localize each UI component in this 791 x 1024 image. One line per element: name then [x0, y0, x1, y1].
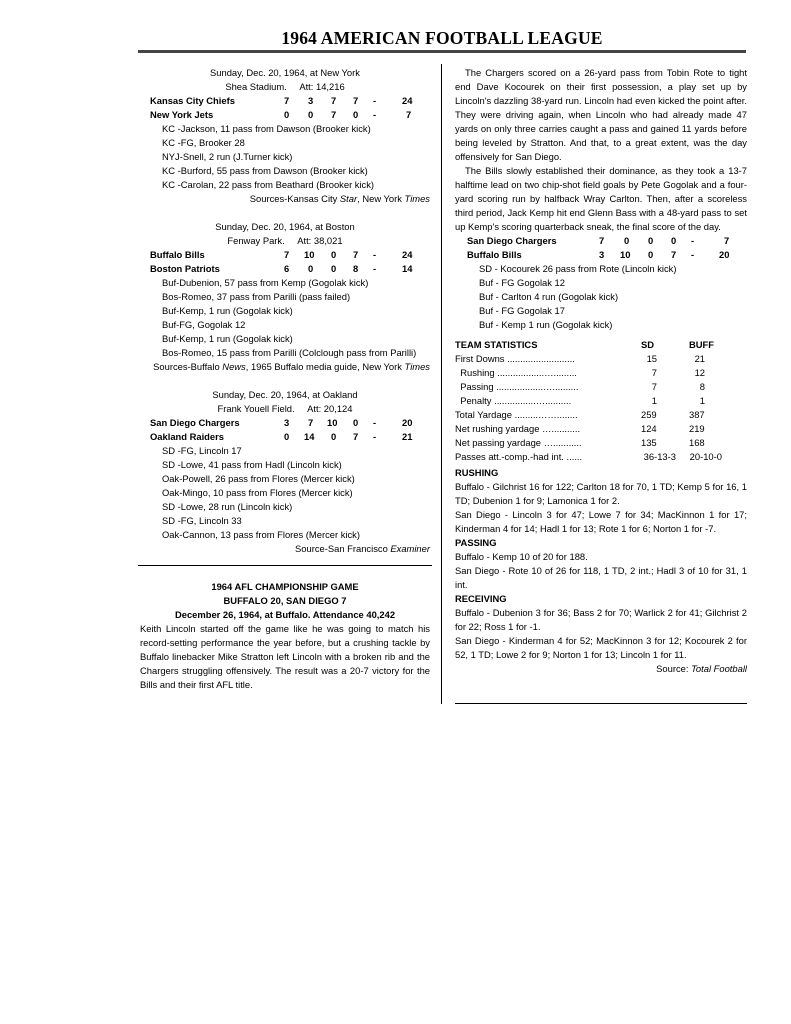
score-dash: - [691, 249, 695, 260]
final-score: 20 [402, 417, 413, 428]
team-stats-row [455, 450, 747, 464]
quarter-score: 7 [353, 95, 359, 106]
scoring-play: SD -Lowe, 28 run (Lincoln kick) [162, 501, 293, 512]
quarter-score: 10 [327, 417, 338, 428]
score-dash: - [373, 263, 377, 274]
stat-value-sd: 259 [641, 409, 657, 420]
quarter-score: 7 [353, 431, 359, 442]
quarter-score: 0 [284, 109, 290, 120]
game-venue: Shea Stadium. Att: 14,216 [225, 81, 345, 92]
game-date: Sunday, Dec. 20, 1964, at New York [210, 67, 360, 78]
quarter-score: 7 [353, 249, 359, 260]
right-column [455, 66, 747, 676]
team-stats-header [455, 338, 747, 352]
quarter-score: 8 [353, 263, 359, 274]
scoring-play: KC -Burford, 55 pass from Dawson (Brooker kick) [162, 165, 368, 176]
score-dash: - [373, 109, 377, 120]
championship-summary: Keith Lincoln started off the game like he was going to match his record-setting performance the year before, but a crushing tackle by Buffalo linebacker Mike Stratton left Lincoln with a broken rib and the Chargers struggling offensively. The result was a 20-7 victory for the Bills and their first AFL title. [140, 623, 430, 690]
section-divider [455, 703, 747, 704]
team-stats-col-buff: BUFF [689, 339, 714, 350]
quarter-score: 7 [599, 235, 605, 246]
rushing-buffalo: Buffalo - Gilchrist 16 for 122; Carlton 18 for 70, 1 TD; Kemp 5 for 16, 1 TD; Dubenion 1 for 9; Lamonica 1 for 2. [455, 481, 747, 506]
championship-date: December 26, 1964, at Buffalo. Attendance 40,242 [174, 609, 396, 620]
scoring-play: SD -FG, Lincoln 17 [162, 445, 242, 456]
scoring-play: Buf-Kemp, 1 run (Gogolak kick) [162, 333, 293, 344]
team-name: San Diego Chargers [467, 235, 557, 246]
final-score: 24 [402, 95, 413, 106]
team-stats-row [455, 436, 747, 450]
team-name: Kansas City Chiefs [150, 95, 235, 106]
passing-buffalo: Buffalo - Kemp 10 of 20 for 188. [455, 551, 588, 562]
source-publication: Star [339, 193, 358, 204]
stat-value-buff: 387 [689, 409, 705, 420]
championship-section [140, 580, 430, 692]
score-dash: - [373, 249, 377, 260]
source-publication: News [222, 361, 246, 372]
team-stats-heading: TEAM STATISTICS [455, 339, 538, 350]
quarter-score: 0 [353, 417, 359, 428]
final-score: 7 [406, 109, 412, 120]
stat-value-sd: 7 [651, 381, 657, 392]
quarter-score: 0 [624, 235, 630, 246]
receiving-buffalo: Buffalo - Dubenion 3 for 36; Bass 2 for 70; Warlick 2 for 41; Gilchrist 2 for 22; Ross 1 for -1. [455, 607, 747, 632]
quarter-score: 3 [284, 417, 290, 428]
team-name: New York Jets [150, 109, 214, 120]
stat-label: Net rushing yardage …........... [455, 423, 581, 434]
passing-san-diego: San Diego - Rote 10 of 26 for 118, 1 TD, 2 int.; Hadl 3 of 10 for 31, 1 int. [455, 565, 747, 590]
scoring-play: Bos-Romeo, 15 pass from Parilli (Colclough pass from Parilli) [162, 347, 417, 358]
score-row [140, 94, 430, 108]
source-publication: Times [404, 361, 430, 372]
quarter-score: 3 [599, 249, 605, 260]
section-divider [138, 565, 432, 566]
rushing-san-diego: San Diego - Lincoln 3 for 47; Lowe 7 for 34; MacKinnon 1 for 17; Kinderman 4 for 14; Hadl 1 for 13; Rote 1 for 6; Norton 1 for -7. [455, 509, 747, 534]
scoring-play: Buf - FG Gogolak 17 [479, 305, 565, 316]
stat-label: Rushing ..................…......... [455, 367, 577, 378]
source-text: Sources-Kansas City [249, 193, 340, 204]
championship-result: BUFFALO 20, SAN DIEGO 7 [223, 595, 347, 606]
source-publication: Total Football [691, 663, 747, 674]
quarter-score: 0 [331, 263, 337, 274]
game-source [140, 360, 430, 374]
scoring-play: SD -FG, Lincoln 33 [162, 515, 242, 526]
stat-value-buff: 1 [699, 395, 705, 406]
quarter-score: 0 [308, 263, 314, 274]
scoring-play: Buf - Carlton 4 run (Gogolak kick) [479, 291, 619, 302]
game-date: Sunday, Dec. 20, 1964, at Oakland [212, 389, 358, 400]
score-row [140, 416, 430, 430]
stat-value-buff: 168 [689, 437, 705, 448]
quarter-score: 7 [308, 417, 314, 428]
quarter-score: 10 [620, 249, 631, 260]
quarter-score: 0 [648, 235, 654, 246]
source-text: Source: [656, 663, 692, 674]
team-stats-row [455, 394, 747, 408]
team-stats-row [455, 380, 747, 394]
team-stats-table [455, 352, 747, 464]
game-venue: Frank Youell Field. Att: 20,124 [217, 403, 353, 414]
stat-value-buff: 21 [694, 353, 705, 364]
scoring-play: Buf-FG, Gogolak 12 [162, 319, 246, 330]
quarter-score: 10 [304, 249, 315, 260]
stat-label: Penalty ................….......... [455, 395, 572, 406]
scoring-play: KC -Carolan, 22 pass from Beathard (Brooker kick) [162, 179, 375, 190]
scoring-play: SD - Kocourek 26 pass from Rote (Lincoln kick) [479, 263, 677, 274]
source-publication: Times [404, 193, 430, 204]
stat-label: Passes att.-comp.-had int. ...... [455, 451, 583, 462]
quarter-score: 7 [671, 249, 677, 260]
scoring-play: Bos-Romeo, 37 pass from Parilli (pass failed) [162, 291, 351, 302]
quarter-score: 7 [284, 95, 290, 106]
scoring-play: Oak-Cannon, 13 pass from Flores (Mercer kick) [162, 529, 360, 540]
game-box-boston [140, 220, 430, 374]
stat-label: First Downs .......................... [455, 353, 575, 364]
team-name: Oakland Raiders [150, 431, 224, 442]
quarter-score: 7 [331, 109, 337, 120]
stat-label: Total Yardage .........……........ [455, 409, 578, 420]
quarter-score: 0 [331, 249, 337, 260]
quarter-score: 0 [353, 109, 359, 120]
quarter-score: 0 [284, 431, 290, 442]
stat-value-sd: 124 [641, 423, 657, 434]
game-date: Sunday, Dec. 20, 1964, at Boston [215, 221, 355, 232]
stat-value-buff: 219 [689, 423, 705, 434]
final-score: 24 [402, 249, 413, 260]
game-source [140, 192, 430, 206]
score-row [140, 430, 430, 444]
scoring-play: Buf-Dubenion, 57 pass from Kemp (Gogolak kick) [162, 277, 369, 288]
stat-label: Net passing yardage …........... [455, 437, 582, 448]
stat-value-buff: 12 [694, 367, 705, 378]
team-stats-row [455, 352, 747, 366]
receiving-heading: RECEIVING [455, 593, 507, 604]
score-dash: - [373, 417, 377, 428]
column-divider [441, 64, 442, 704]
score-row [140, 262, 430, 276]
scoring-play: KC -FG, Brooker 28 [162, 137, 245, 148]
stat-value-buff: 8 [699, 381, 705, 392]
score-row [455, 248, 747, 262]
scoring-play: Buf-Kemp, 1 run (Gogolak kick) [162, 305, 293, 316]
scoring-play: NYJ-Snell, 2 run (J.Turner kick) [162, 151, 293, 162]
title-rule [138, 50, 746, 53]
team-stats-row [455, 366, 747, 380]
recap-paragraph: The Bills slowly established their dominance, as they took a 13-7 halftime lead on two chip-shot field goals by Pete Gogolak and a four-yard scoring run by halfback Wray Carlton. Then, after a scoreless third period, Jack Kemp hit end Glenn Bass with a 48-yard pass to set up Kemp's scoring quarterback sneak, the final score of the day. [455, 165, 747, 232]
score-row [140, 248, 430, 262]
stat-value-sd: 1 [651, 395, 657, 406]
game-box-oakland [140, 388, 430, 556]
team-name: San Diego Chargers [150, 417, 240, 428]
team-name: Boston Patriots [150, 263, 220, 274]
source-text: Source-San Francisco [295, 543, 391, 554]
game-source [140, 542, 430, 556]
stat-value-sd: 15 [646, 353, 657, 364]
source-publication: Examiner [390, 543, 430, 554]
receiving-san-diego: San Diego - Kinderman 4 for 52; MacKinnon 3 for 12; Kocourek 2 for 52, 1 TD; Lowe 2 for 9; Norton 1 for 13; Lincoln 1 for 11. [455, 635, 747, 660]
stat-value-sd: 36-13-3 [643, 451, 676, 462]
team-stats-col-sd: SD [641, 339, 655, 350]
score-dash: - [691, 235, 695, 246]
quarter-score: 6 [284, 263, 290, 274]
page-title: 1964 AMERICAN FOOTBALL LEAGUE [281, 28, 603, 48]
game-venue: Fenway Park. Att: 38,021 [227, 235, 343, 246]
score-row [455, 234, 747, 248]
scoring-play: Oak-Mingo, 10 pass from Flores (Mercer kick) [162, 487, 353, 498]
stats-source [455, 662, 747, 676]
scoring-play: SD -Lowe, 41 pass from Hadl (Lincoln kick) [162, 459, 342, 470]
left-column [140, 66, 430, 556]
score-row [140, 108, 430, 122]
championship-heading: 1964 AFL CHAMPIONSHIP GAME [211, 581, 359, 592]
quarter-score: 0 [671, 235, 677, 246]
source-text: , 1965 Buffalo media guide, New York [245, 361, 405, 372]
quarter-score: 14 [304, 431, 315, 442]
final-score: 14 [402, 263, 413, 274]
score-dash: - [373, 431, 377, 442]
final-score: 20 [719, 249, 730, 260]
source-text: , New York [357, 193, 405, 204]
final-score: 7 [724, 235, 730, 246]
quarter-score: 7 [284, 249, 290, 260]
quarter-score: 0 [331, 431, 337, 442]
scoring-play: Oak-Powell, 26 pass from Flores (Mercer kick) [162, 473, 355, 484]
stat-value-buff: 20-10-0 [689, 451, 722, 462]
quarter-score: 0 [308, 109, 314, 120]
team-stats-row [455, 408, 747, 422]
stat-value-sd: 7 [651, 367, 657, 378]
score-dash: - [373, 95, 377, 106]
team-stats-row [455, 422, 747, 436]
game-box-new-york [140, 66, 430, 206]
scoring-play: Buf - Kemp 1 run (Gogolak kick) [479, 319, 613, 330]
quarter-score: 0 [648, 249, 654, 260]
source-text: Sources-Buffalo [153, 361, 223, 372]
stat-value-sd: 135 [641, 437, 657, 448]
scoring-play: Buf - FG Gogolak 12 [479, 277, 565, 288]
final-score: 21 [402, 431, 413, 442]
rushing-heading: RUSHING [455, 467, 499, 478]
team-name: Buffalo Bills [150, 249, 205, 260]
scoring-play: KC -Jackson, 11 pass from Dawson (Brooker kick) [162, 123, 371, 134]
recap-paragraph: The Chargers scored on a 26-yard pass from Tobin Rote to tight end Dave Kocourek on their first possession, a play set up by Lincoln's dazzling 38-yard run. Lincoln had even kicked the point after. They were driving again, when Lincoln who had already made 47 yards on only three carries caught a pass and gained 11 yards before being leveled by Stratton. And that, to a great extent, was the day offensively for San Diego. [455, 67, 747, 162]
quarter-score: 3 [308, 95, 314, 106]
stat-label: Passing ..................….......... [455, 381, 579, 392]
passing-heading: PASSING [455, 537, 497, 548]
quarter-score: 7 [331, 95, 337, 106]
team-name: Buffalo Bills [467, 249, 522, 260]
